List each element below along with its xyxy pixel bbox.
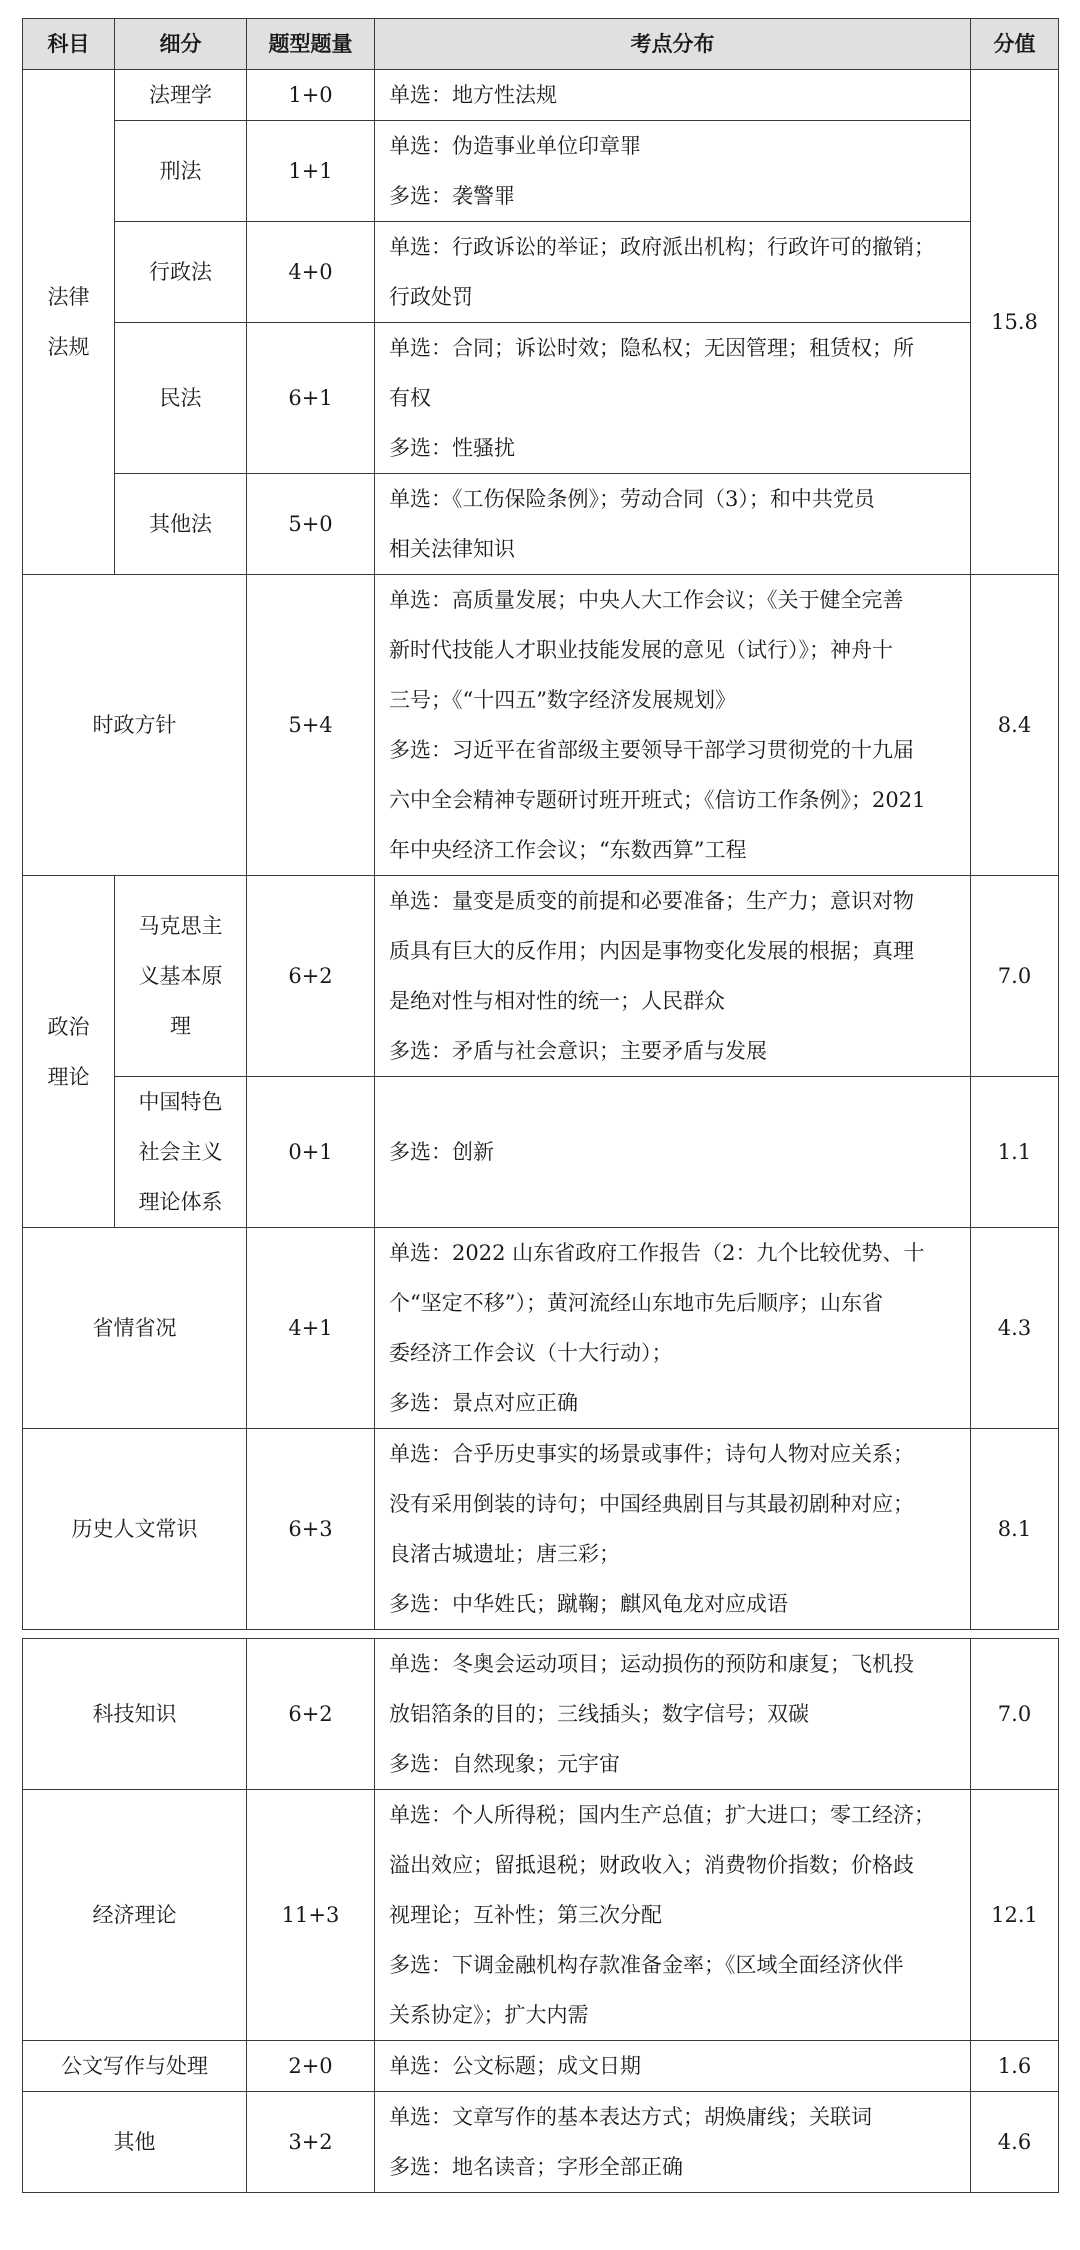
topic-points-cell (375, 1429, 971, 1630)
topic-points-cell (375, 70, 971, 121)
question-count-cell: 4+1 (247, 1228, 375, 1429)
topic-line: 单选：《工伤保险条例》；劳动合同（3）；和中共党员 (389, 487, 875, 511)
table-header-row (23, 19, 1059, 70)
topic-line: 单选：合同；诉讼时效；隐私权；无因管理；租赁权；所 (389, 336, 914, 360)
subject-cell (23, 575, 247, 876)
score-cell: 7.0 (971, 876, 1059, 1077)
topic-line: 多选：习近平在省部级主要领导干部学习贯彻党的十九届 (389, 738, 914, 762)
score-cell: 4.3 (971, 1228, 1059, 1429)
topic-line: 单选：2022 山东省政府工作报告（2：九个比较优势、十 (389, 1241, 925, 1265)
score-cell: 15.8 (971, 70, 1059, 575)
topic-line: 个“坚定不移”）；黄河流经山东地市先后顺序；山东省 (389, 1291, 883, 1315)
header-subcategory: 细分 (115, 19, 247, 70)
table-row (23, 474, 1059, 575)
exam-table-part-1 (22, 18, 1059, 1630)
subject-label: 省情省况 (92, 1316, 177, 1340)
subcategory-label: 行政法 (149, 260, 212, 284)
subject-cell (23, 876, 115, 1228)
topic-line: 单选：冬奥会运动项目；运动损伤的预防和康复；飞机投 (389, 1652, 914, 1676)
subject-cell: 科技知识 (23, 1639, 247, 1790)
subject-cell: 经济理论 (23, 1790, 247, 2041)
topic-line: 没有采用倒装的诗句；中国经典剧目与其最初剧种对应； (389, 1492, 914, 1516)
question-count-cell: 5+0 (247, 474, 375, 575)
subject-cell: 公文写作与处理 (23, 2041, 247, 2092)
topic-line: 多选：下调金融机构存款准备金率；《区域全面经济伙伴 (389, 1953, 904, 1977)
topic-line: 单选：量变是质变的前提和必要准备；生产力；意识对物 (389, 889, 914, 913)
subject-label: 政治 (47, 1014, 90, 1039)
topic-points-cell (375, 876, 971, 1077)
table-row (23, 1228, 1059, 1429)
table-row (23, 70, 1059, 121)
score-cell: 7.0 (971, 1639, 1059, 1790)
topic-points-cell (375, 1228, 971, 1429)
subject-label: 法规 (47, 335, 90, 359)
topic-line: 多选：矛盾与社会意识；主要矛盾与发展 (389, 1039, 767, 1063)
question-count-cell: 5+4 (247, 575, 375, 876)
subject-label: 历史人文常识 (71, 1517, 198, 1541)
topic-line: 多选：中华姓氏；蹴鞠；麒风龟龙对应成语 (389, 1592, 788, 1616)
topic-line: 溢出效应；留抵退税；财政收入；消费物价指数；价格歧 (389, 1853, 914, 1877)
question-count-cell: 1+0 (247, 70, 375, 121)
topic-line: 六中全会精神专题研讨班开班式；《信访工作条例》；2021 (389, 788, 926, 812)
subcategory-label: 理 (170, 1014, 191, 1038)
topic-points-cell (375, 323, 971, 474)
subcategory-label: 理论体系 (138, 1190, 223, 1214)
topic-line: 有权 (389, 386, 431, 410)
topic-line: 单选：文章写作的基本表达方式；胡焕庸线；关联词 (389, 2105, 872, 2129)
topic-line: 新时代技能人才职业技能发展的意见（试行）》；神舟十 (389, 638, 893, 662)
topic-line: 是绝对性与相对性的统一；人民群众 (389, 989, 725, 1013)
subcategory-cell (115, 1077, 247, 1228)
table-row (23, 2041, 1059, 2092)
subcategory-cell (115, 474, 247, 575)
topic-points-cell (375, 474, 971, 575)
topic-line: 委经济工作会议（十大行动）； (389, 1341, 673, 1365)
topic-line: 单选：高质量发展；中央人大工作会议；《关于健全完善 (389, 588, 904, 612)
topic-line: 多选：创新 (389, 1140, 494, 1164)
score-cell: 1.6 (971, 2041, 1059, 2092)
topic-points-cell (375, 575, 971, 876)
subcategory-label: 马克思主 (138, 914, 223, 938)
table-row (23, 222, 1059, 323)
topic-points-cell (375, 2041, 971, 2092)
subcategory-cell (115, 70, 247, 121)
topic-line: 单选：合乎历史事实的场景或事件；诗句人物对应关系； (389, 1442, 914, 1466)
score-cell: 12.1 (971, 1790, 1059, 2041)
question-count-cell: 6+1 (247, 323, 375, 474)
score-cell: 8.1 (971, 1429, 1059, 1630)
topic-line: 行政处罚 (389, 285, 473, 309)
score-cell: 8.4 (971, 575, 1059, 876)
topic-points-cell (375, 1639, 971, 1790)
table-row (23, 575, 1059, 876)
header-topic-distribution: 考点分布 (375, 19, 971, 70)
question-count-cell: 6+3 (247, 1429, 375, 1630)
score-cell: 4.6 (971, 2092, 1059, 2193)
question-count-cell: 11+3 (247, 1790, 375, 2041)
topic-line: 单选：个人所得税；国内生产总值；扩大进口；零工经济； (389, 1803, 935, 1827)
question-count-cell: 6+2 (247, 1639, 375, 1790)
subcategory-label: 其他法 (149, 512, 212, 536)
topic-line: 相关法律知识 (389, 537, 515, 561)
topic-line: 单选：地方性法规 (389, 83, 557, 107)
exam-analysis-document (22, 18, 1058, 2193)
subcategory-cell (115, 121, 247, 222)
subcategory-label: 义基本原 (138, 964, 223, 988)
subcategory-label: 民法 (159, 386, 202, 410)
topic-line: 单选：伪造事业单位印章罪 (389, 134, 641, 158)
question-count-cell: 1+1 (247, 121, 375, 222)
topic-line: 单选：公文标题；成文日期 (389, 2054, 641, 2078)
table-row (23, 121, 1059, 222)
topic-line: 质具有巨大的反作用；内因是事物变化发展的根据；真理 (389, 939, 914, 963)
topic-line: 放铝箔条的目的；三线插头；数字信号；双碳 (389, 1702, 809, 1726)
topic-line: 多选：地名读音；字形全部正确 (389, 2155, 683, 2179)
subject-cell: 其他 (23, 2092, 247, 2193)
subcategory-cell (115, 323, 247, 474)
table-row (23, 876, 1059, 1077)
topic-points-cell (375, 222, 971, 323)
table-row (23, 1639, 1059, 1790)
topic-line: 良渚古城遗址；唐三彩； (389, 1542, 620, 1566)
topic-line: 多选：景点对应正确 (389, 1391, 578, 1415)
subject-cell (23, 1429, 247, 1630)
header-subject: 科目 (23, 19, 115, 70)
subject-label: 法律 (47, 285, 90, 309)
subcategory-cell (115, 222, 247, 323)
topic-points-cell (375, 121, 971, 222)
table-row (23, 1790, 1059, 2041)
question-count-cell: 4+0 (247, 222, 375, 323)
subject-cell (23, 70, 115, 575)
question-count-cell: 2+0 (247, 2041, 375, 2092)
topic-line: 视理论；互补性；第三次分配 (389, 1903, 662, 1927)
header-score: 分值 (971, 19, 1059, 70)
table-row (23, 2092, 1059, 2193)
subject-label: 时政方针 (92, 713, 177, 737)
topic-line: 多选：袭警罪 (389, 184, 515, 208)
question-count-cell: 6+2 (247, 876, 375, 1077)
question-count-cell: 3+2 (247, 2092, 375, 2193)
topic-points-cell (375, 2092, 971, 2193)
topic-line: 年中央经济工作会议；“东数西算”工程 (389, 838, 747, 862)
subcategory-cell (115, 876, 247, 1077)
subcategory-label: 中国特色 (138, 1090, 223, 1114)
table-row (23, 1077, 1059, 1228)
question-count-cell: 0+1 (247, 1077, 375, 1228)
subcategory-label: 社会主义 (138, 1140, 223, 1164)
table-row (23, 323, 1059, 474)
header-question-count: 题型题量 (247, 19, 375, 70)
subject-cell (23, 1228, 247, 1429)
subcategory-label: 法理学 (149, 83, 212, 107)
score-cell: 1.1 (971, 1077, 1059, 1228)
topic-line: 三号；《“十四五”数字经济发展规划》 (389, 688, 736, 712)
table-row (23, 1429, 1059, 1630)
subcategory-label: 刑法 (159, 159, 202, 183)
topic-points-cell (375, 1790, 971, 2041)
subject-label: 理论 (47, 1064, 90, 1089)
topic-points-cell (375, 1077, 971, 1228)
topic-line: 单选：行政诉讼的举证；政府派出机构；行政许可的撤销； (389, 235, 935, 259)
topic-line: 多选：性骚扰 (389, 436, 515, 460)
exam-table-part-2 (22, 1638, 1059, 2193)
topic-line: 多选：自然现象；元宇宙 (389, 1752, 620, 1776)
topic-line: 关系协定》；扩大内需 (389, 2003, 589, 2027)
